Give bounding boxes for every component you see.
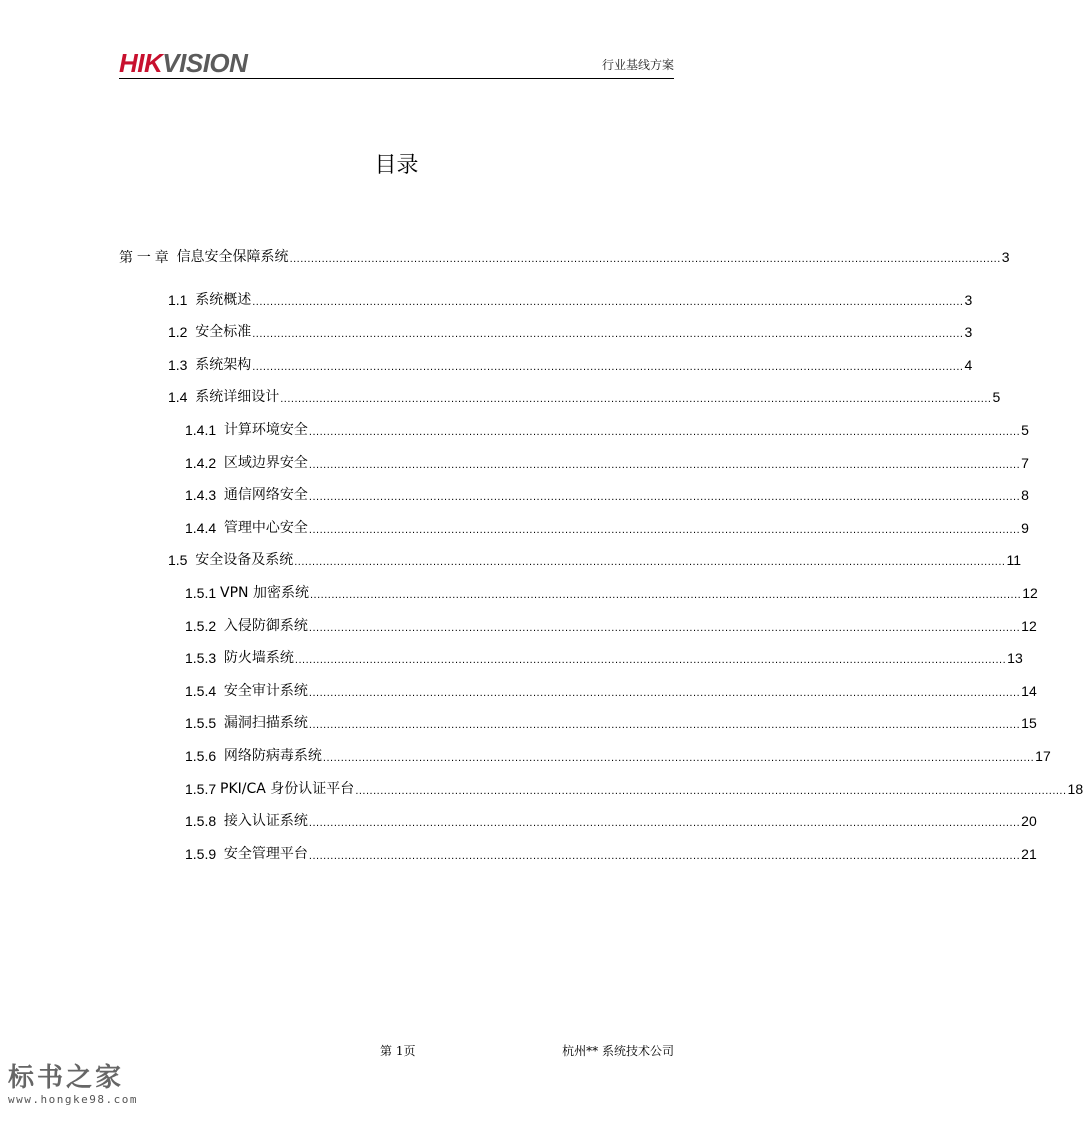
toc-entry-page: 11 [1006, 552, 1022, 568]
toc-entry-page: 4 [964, 357, 973, 373]
toc-entry[interactable] [185, 840, 1037, 862]
toc-entry[interactable] [168, 318, 973, 340]
toc-entry-number: 1.5.4 [185, 683, 224, 699]
toc-entry-title: PKI/CA 身份认证平台 [220, 781, 355, 797]
toc-entry[interactable] [185, 807, 1037, 829]
toc-leader-dots: ........................................................................................................................................................................................................ [252, 328, 964, 340]
watermark-url: www.hongke98.com [8, 1093, 138, 1106]
toc-entry-number: 1.4 [168, 389, 196, 405]
toc-entry-page: 20 [1021, 813, 1037, 829]
toc-entry-page: 15 [1021, 715, 1037, 731]
toc-entry-title: 系统详细设计 [195, 389, 280, 405]
toc-entry-title: 安全审计系统 [223, 683, 308, 699]
toc-leader-dots: ........................................................................................................................................................................................................ [308, 817, 1021, 829]
toc-entry-title: 安全管理平台 [223, 846, 308, 862]
toc-entry[interactable] [168, 286, 973, 308]
toc-entry[interactable] [185, 481, 1029, 503]
toc-entry-title: 信息安全保障系统 [176, 249, 289, 265]
toc-leader-dots: ........................................................................................................................................................................................................ [289, 253, 1001, 265]
toc-entry-title: 计算环境安全 [223, 422, 308, 438]
toc-entry-page: 8 [1021, 487, 1029, 503]
toc-entry-number: 1.5.7 [185, 781, 221, 797]
toc-entry[interactable] [185, 677, 1037, 699]
toc-entry-page: 12 [1021, 618, 1037, 634]
toc-entry-page: 17 [1035, 748, 1051, 764]
toc-entry-page: 3 [964, 292, 973, 308]
toc-entry-title: 系统架构 [195, 357, 252, 373]
toc-entry[interactable] [185, 775, 1083, 797]
toc-entry[interactable] [185, 449, 1029, 471]
toc-leader-dots: ........................................................................................................................................................................................................ [308, 719, 1021, 731]
toc-entry-number: 1.5.3 [185, 650, 224, 666]
toc-entry-page: 5 [1021, 422, 1029, 438]
watermark [8, 1063, 168, 1107]
toc-entry[interactable] [168, 546, 1022, 568]
toc-title: 目录 [374, 153, 419, 178]
toc-entry-number: 1.3 [168, 357, 196, 373]
toc-leader-dots: ........................................................................................................................................................................................................ [309, 589, 1022, 601]
toc-entry-page: 14 [1021, 683, 1037, 699]
toc-entry[interactable] [168, 351, 973, 373]
toc-entry-title: 接入认证系统 [223, 813, 308, 829]
hikvision-logo [119, 50, 247, 76]
toc-entry[interactable] [185, 742, 1051, 764]
toc-entry-page: 13 [1007, 650, 1023, 666]
footer-company: 杭州** 系统技术公司 [562, 1044, 674, 1058]
toc-leader-dots: ........................................................................................................................................................................................................ [294, 556, 1006, 568]
toc-entry[interactable] [119, 243, 1010, 265]
toc-leader-dots: ........................................................................................................................................................................................................ [252, 361, 964, 373]
header-right-text: 行业基线方案 [601, 58, 674, 72]
toc-entry-number: 1.5.2 [185, 618, 224, 634]
toc-entry-number: 1.5.1 [185, 585, 221, 601]
toc-leader-dots: ........................................................................................................................................................................................................ [280, 393, 992, 405]
toc-entry-number: 1.4.4 [185, 520, 224, 536]
toc-entry-number: 1.4.1 [185, 422, 224, 438]
toc-entry-page: 5 [992, 389, 1001, 405]
toc-entry-number: 第 一 章 [119, 249, 177, 265]
toc-entry-title: 安全标准 [195, 324, 252, 340]
toc-entry[interactable] [185, 709, 1037, 731]
toc-entry-number: 1.5.8 [185, 813, 224, 829]
toc-entry-title: 通信网络安全 [223, 487, 308, 503]
toc-entry-page: 3 [1001, 249, 1010, 265]
toc-entry-number: 1.5.5 [185, 715, 224, 731]
toc-leader-dots: ........................................................................................................................................................................................................ [355, 785, 1067, 797]
page-header [119, 48, 674, 79]
toc-entry-title: 管理中心安全 [223, 520, 308, 536]
toc-leader-dots: ........................................................................................................................................................................................................ [308, 687, 1021, 699]
toc-entry-title: 网络防病毒系统 [223, 748, 322, 764]
toc-leader-dots: ........................................................................................................................................................................................................ [308, 622, 1021, 634]
toc-entry-number: 1.2 [168, 324, 196, 340]
toc-leader-dots: ........................................................................................................................................................................................................ [308, 459, 1021, 471]
toc-entry-title: 安全设备及系统 [195, 552, 294, 568]
toc-entry-title: VPN 加密系统 [220, 585, 309, 601]
toc-leader-dots: ........................................................................................................................................................................................................ [252, 296, 964, 308]
toc-entry-page: 3 [964, 324, 973, 340]
footer-page-number: 第 1页 [380, 1044, 416, 1058]
toc-leader-dots: ........................................................................................................................................................................................................ [308, 491, 1021, 503]
watermark-title: 标书之家 [8, 1063, 125, 1093]
toc-entry[interactable] [185, 612, 1037, 634]
toc-entry-page: 12 [1022, 585, 1038, 601]
toc-entry-page: 7 [1021, 455, 1029, 471]
toc-entry[interactable] [185, 644, 1023, 666]
toc-entry-number: 1.5.9 [185, 846, 224, 862]
toc-entry-title: 防火墙系统 [223, 650, 294, 666]
toc-entry[interactable] [185, 514, 1029, 536]
toc-entry-title: 漏洞扫描系统 [223, 715, 308, 731]
toc-leader-dots: ........................................................................................................................................................................................................ [308, 524, 1021, 536]
logo-red-part: HIK [119, 48, 163, 78]
toc-entry-title: 入侵防御系统 [223, 618, 308, 634]
toc-entry-page: 21 [1021, 846, 1037, 862]
toc-entry-page: 18 [1067, 781, 1083, 797]
toc-entry[interactable] [185, 416, 1029, 438]
toc-entry[interactable] [185, 579, 1038, 601]
toc-entry[interactable] [168, 383, 1001, 405]
toc-entry-title: 系统概述 [195, 292, 252, 308]
toc-entry-number: 1.4.2 [185, 455, 224, 471]
toc-entry-number: 1.5.6 [185, 748, 224, 764]
toc-entry-number: 1.4.3 [185, 487, 224, 503]
toc-entry-number: 1.1 [168, 292, 196, 308]
toc-entry-number: 1.5 [168, 552, 196, 568]
logo-gray-part: VISION [162, 48, 248, 78]
toc-leader-dots: ........................................................................................................................................................................................................ [322, 752, 1035, 764]
toc-leader-dots: ........................................................................................................................................................................................................ [308, 426, 1021, 438]
toc-leader-dots: ........................................................................................................................................................................................................ [294, 654, 1007, 666]
toc-entry-page: 9 [1021, 520, 1029, 536]
toc-entry-title: 区域边界安全 [223, 455, 308, 471]
toc-leader-dots: ........................................................................................................................................................................................................ [308, 850, 1021, 862]
